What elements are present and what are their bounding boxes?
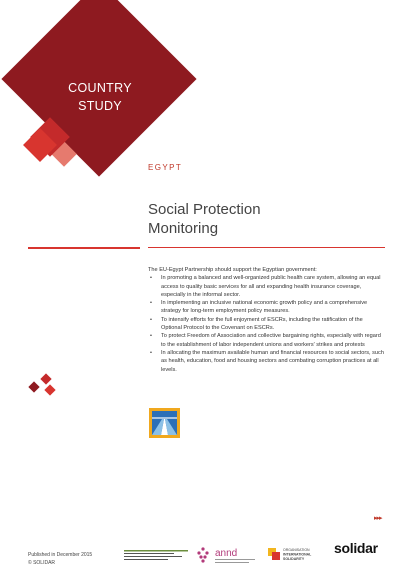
oi-logo — [268, 546, 323, 562]
partnership-logo — [149, 408, 180, 438]
svg-text:ORGANISATION: ORGANISATION — [283, 548, 310, 552]
footer-publication-info — [28, 551, 92, 567]
road-icon — [152, 411, 177, 435]
page-title — [148, 200, 261, 238]
title-line1: Social Protection — [148, 201, 261, 218]
divider-right — [148, 247, 385, 248]
document-type-label — [40, 79, 160, 115]
svg-text:annd: annd — [215, 548, 238, 559]
svg-text:INTERNATIONAL: INTERNATIONAL — [283, 552, 312, 557]
list-item: • In implementing an inclusive national economic growth policy and a comprehensive strategy for long-term employment policy measures. — [148, 299, 385, 316]
list-item: • To protect Freedom of Association and collective bargaining rights, especially with regard to the establishment of labor independent unions and workers' strikes and protests — [148, 332, 385, 349]
next-page-arrows[interactable]: ▸▸▸ — [374, 515, 382, 522]
recommendations-text — [148, 266, 385, 374]
document-type-line2: STUDY — [78, 99, 122, 113]
decor-diamond — [28, 381, 39, 392]
recommendations-list — [148, 274, 385, 374]
list-item: • In promoting a balanced and well-organized public health care system, allowing an equal access to quality basic services for all and expanding health insurance coverage, especially in the informal sector. — [148, 274, 385, 299]
decor-diamond — [44, 384, 55, 395]
recommendations-intro: The EU-Egypt Partnership should support the Egyptian government: — [148, 267, 317, 273]
solidar-logo: solidar — [334, 540, 378, 556]
divider-left — [28, 247, 140, 249]
country-name: EGYPT — [148, 163, 183, 172]
annd-logo — [195, 544, 265, 566]
svg-text:SOLIDARITY: SOLIDARITY — [283, 557, 305, 561]
document-type-line1: COUNTRY — [68, 81, 132, 95]
list-item: • In allocating the maximum available human and financial resources to social sectors, such as health, education, food and housing sectors and combating corruption practices at all levels. — [148, 349, 385, 374]
list-item: • To intensify efforts for the full enjoyment of ESCRs, including the ratification of the Optional Protocol to the Covenant on ESCRs. — [148, 316, 385, 333]
copyright: © SOLIDAR — [28, 560, 56, 566]
title-line2: Monitoring — [148, 220, 219, 237]
arabic-network-logo — [124, 548, 188, 563]
published-date: Published in December 2015 — [28, 552, 93, 558]
decor-diamond — [40, 373, 51, 384]
